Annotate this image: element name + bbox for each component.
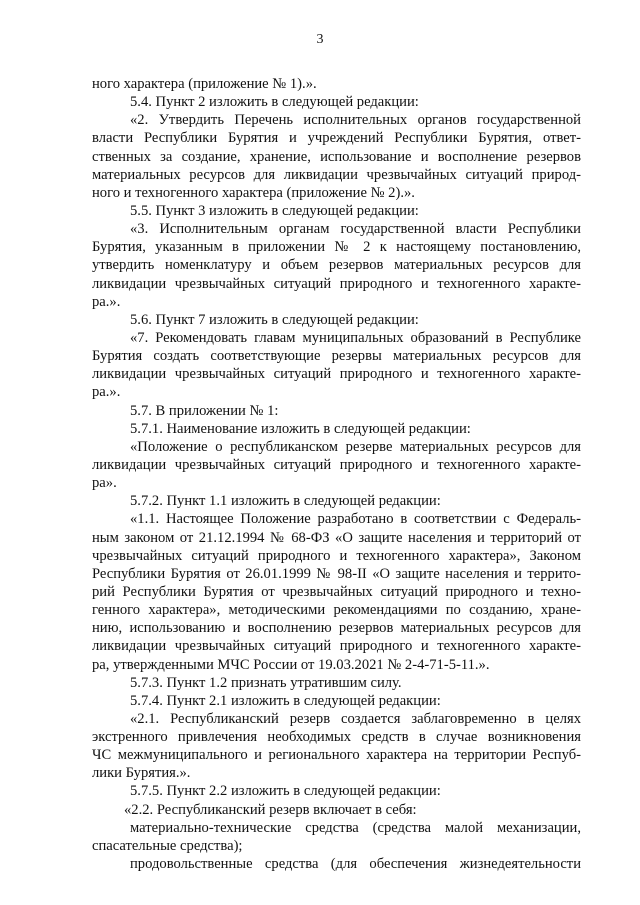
text-line: «3. Исполнительным органам государственной власти Республики <box>130 221 581 238</box>
text-line: спасательные средства); <box>92 837 243 854</box>
text-line: ного характера (приложение № 1).». <box>92 76 317 92</box>
text-line: «7. Рекомендовать главам муниципальных образований в Республике <box>130 329 581 346</box>
text-line: власти Республики Бурятия и учреждений Республики Бурятия, ответ- <box>92 130 581 147</box>
text-line: утвердить номенклатуру и объем резервов материальных ресурсов для <box>92 257 581 274</box>
text-line: ным законом от 21.12.1994 № 68-ФЗ «О защите населения и территорий от <box>92 529 581 546</box>
text-line: ного и техногенного характера (приложение № 2).». <box>92 184 415 201</box>
text-line: 5.7.1. Наименование изложить в следующей редакции: <box>130 420 471 437</box>
text-line: ликвидации чрезвычайных ситуаций природного и техногенного характе- <box>92 456 581 473</box>
text-line: материальных ресурсов для ликвидации чрезвычайных ситуаций природ- <box>92 166 581 183</box>
text-line: «2.1. Республиканский резерв создается заблаговременно в целях <box>130 710 581 727</box>
text-line: 5.7.2. Пункт 1.1 изложить в следующей редакции: <box>130 493 441 510</box>
text-line: генного характера», методическими рекомендациями по созданию, хране- <box>92 602 581 619</box>
text-line: «Положение о республиканском резерве материальных ресурсов для <box>130 438 581 455</box>
text-line: рий Республики Бурятия от чрезвычайных ситуаций природного и техно- <box>92 583 581 600</box>
text-line: «1.1. Настоящее Положение разработано в соответствии с Федераль- <box>130 511 581 528</box>
text-line: ликвидации чрезвычайных ситуаций природного и техногенного характе- <box>92 638 581 655</box>
text-line: Бурятия создать соответствующие резервы материальных ресурсов для <box>92 348 581 365</box>
text-line: ЧС межмуниципального и регионального характера на территории Респуб- <box>92 747 581 764</box>
text-line: 5.7.5. Пункт 2.2 изложить в следующей редакции: <box>130 783 441 800</box>
text-line: 5.7.4. Пункт 2.1 изложить в следующей редакции: <box>130 692 441 709</box>
text-line: «2. Утвердить Перечень исполнительных органов государственной <box>130 112 581 129</box>
text-line: 5.7.3. Пункт 1.2 признать утратившим силу. <box>130 674 402 691</box>
text-line: экстренного привлечения необходимых средств в случае возникновения <box>92 729 581 746</box>
page-number: 3 <box>316 32 324 47</box>
text-line: продовольственные средства (для обеспечения жизнедеятельности <box>130 856 581 873</box>
text-line: материально-технические средства (средства малой механизации, <box>130 819 581 836</box>
text-line: ликвидации чрезвычайных ситуаций природного и техногенного характе- <box>92 275 581 292</box>
text-line: ра». <box>92 475 117 492</box>
text-line: 5.5. Пункт 3 изложить в следующей редакции: <box>130 202 419 219</box>
text-line: ра.». <box>92 293 121 310</box>
text-line: ра.». <box>92 384 121 401</box>
text-line: ликвидации чрезвычайных ситуаций природного и техногенного характе- <box>92 366 581 383</box>
text-line: нию, использованию и восполнению резервов материальных ресурсов для <box>92 620 581 637</box>
text-line: ра, утвержденными МЧС России от 19.03.2021 № 2-4-71-5-11.». <box>92 656 490 673</box>
text-line: Бурятия, указанным в приложении № 2 к настоящему постановлению, <box>92 239 581 256</box>
text-line: «2.2. Республиканский резерв включает в себя: <box>124 801 417 818</box>
document-body <box>92 75 581 873</box>
text-line: Республики Бурятия от 26.01.1999 № 98-II «О защите населения и террито- <box>92 565 581 582</box>
text-line: чрезвычайных ситуаций природного и техногенного характера», Законом <box>92 547 581 564</box>
text-line: 5.4. Пункт 2 изложить в следующей редакции: <box>130 94 419 111</box>
text-line: лики Бурятия.». <box>92 765 191 782</box>
text-line: 5.6. Пункт 7 изложить в следующей редакции: <box>130 311 419 328</box>
text-line: ственных за создание, хранение, использование и восполнение резервов <box>92 148 581 165</box>
text-line: 5.7. В приложении № 1: <box>130 402 279 419</box>
